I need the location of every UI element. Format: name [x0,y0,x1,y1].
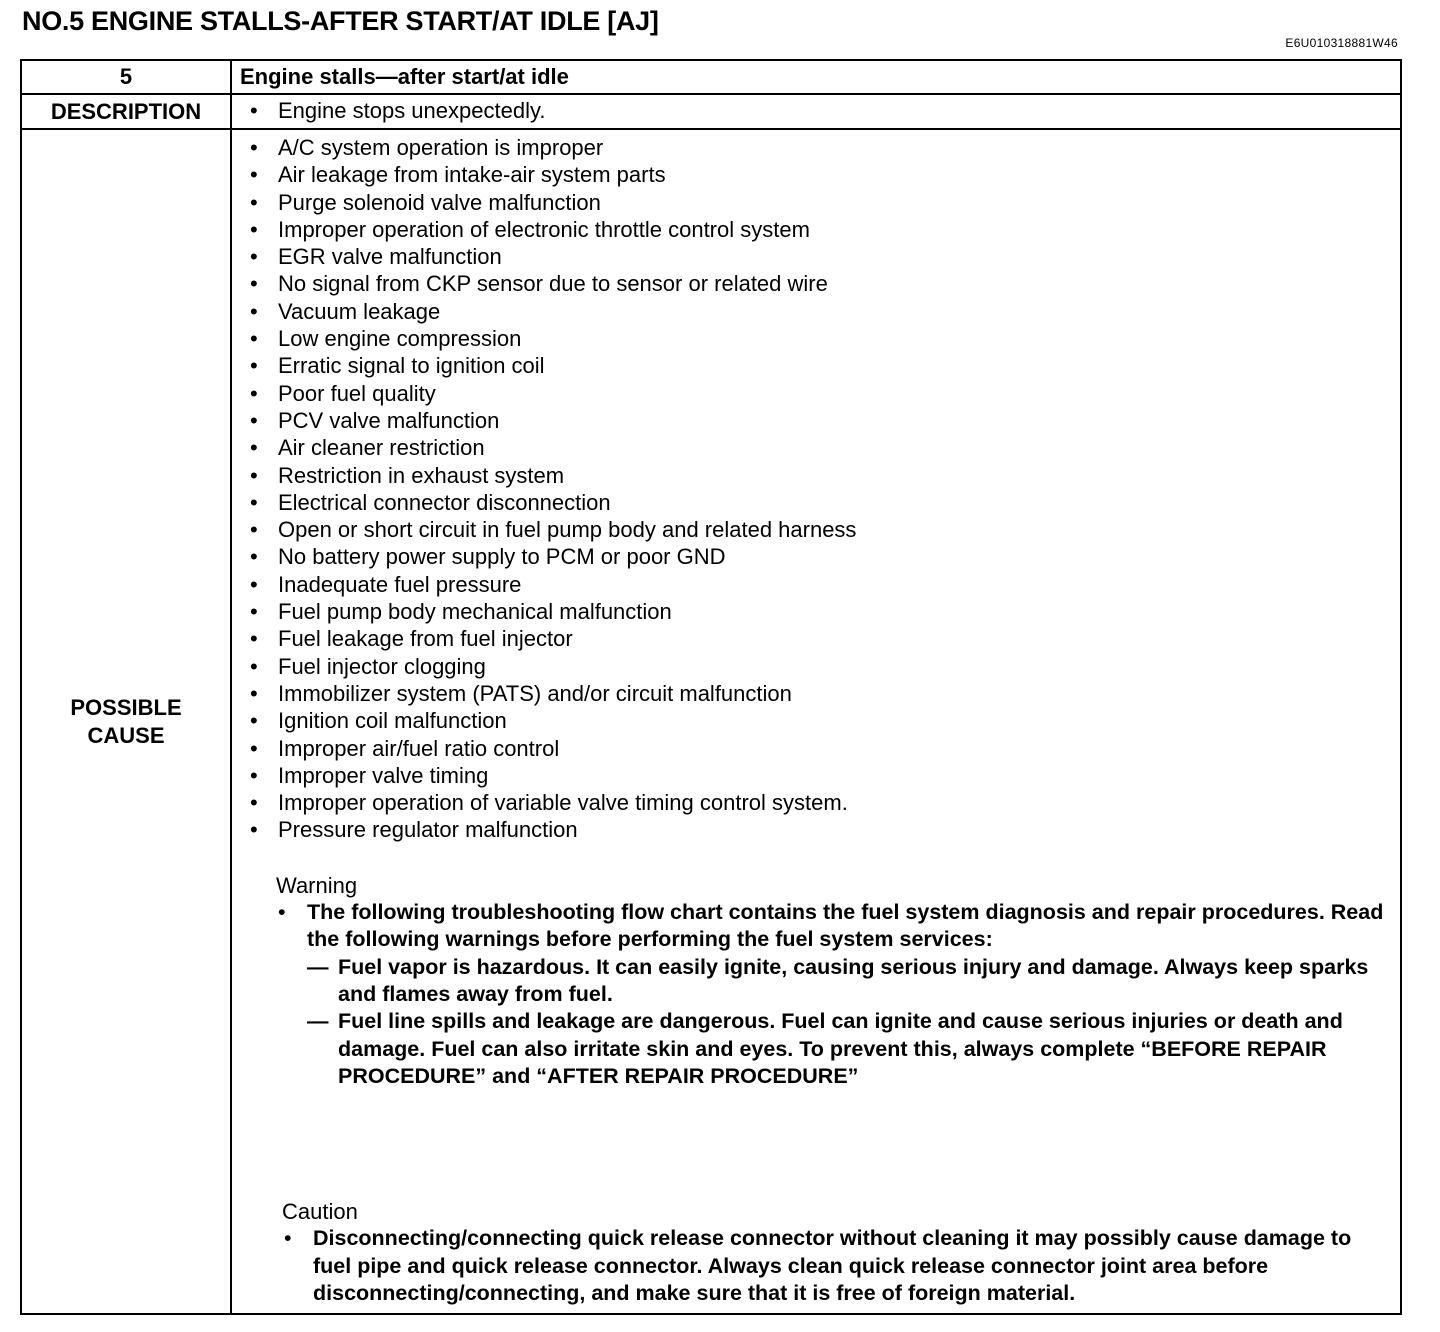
list-item [232,270,1400,297]
cause-text: Vacuum leakage [278,298,441,324]
list-item [232,189,1400,216]
cause-text: Improper operation of variable valve timing control system. [278,790,848,816]
cause-text: Improper air/fuel ratio control [278,735,560,761]
list-item [232,298,1400,325]
warning-block [276,872,1390,1090]
dash-icon: — [307,954,329,979]
cause-text: No signal from CKP sensor due to sensor or related wire [278,271,828,297]
list-item [232,97,1400,124]
cause-text: Immobilizer system (PATS) and/or circuit malfunction [278,680,792,706]
table-header-row [21,60,1401,94]
list-item [232,543,1400,570]
warning-sub-item [307,1008,1390,1090]
cause-text: Fuel leakage from fuel injector [278,626,573,652]
caution-heading: Caution [282,1199,358,1225]
bullet-icon: • [250,326,258,352]
symptom-title: Engine stalls—after start/at idle [231,60,1401,94]
symptom-number: 5 [21,60,231,94]
bullet-icon: • [284,1226,292,1251]
warning-text: The following troubleshooting flow chart contains the fuel system diagnosis and repair procedures. Read the following warnings before performing the fuel system services: [307,900,1384,952]
list-item [232,789,1400,816]
warning-item [276,899,1390,1090]
bullet-icon: • [250,571,258,597]
possible-cause-label-line1: POSSIBLE [70,694,182,720]
bullet-icon: • [250,162,258,188]
list-item [232,571,1400,598]
cause-text: Air cleaner restriction [278,435,485,461]
list-item [232,625,1400,652]
bullet-icon: • [250,435,258,461]
description-list [232,97,1400,124]
description-row [21,94,1401,129]
cause-text: EGR valve malfunction [278,244,502,270]
bullet-icon: • [250,626,258,652]
bullet-icon: • [250,599,258,625]
list-item [232,707,1400,734]
warning-sub-text: Fuel vapor is hazardous. It can easily ignite, causing serious injury and damage. Always keep sparks and flames away from fuel. [338,954,1369,1006]
list-item [232,161,1400,188]
cause-text: Electrical connector disconnection [278,489,611,515]
list-item [232,680,1400,707]
cause-text: Fuel pump body mechanical malfunction [278,599,672,625]
possible-cause-label [21,129,231,1314]
list-item [232,380,1400,407]
list-item [232,352,1400,379]
dash-icon: — [307,1009,329,1034]
diagnosis-table [20,59,1402,1315]
document-code: E6U010318881W46 [1285,36,1398,50]
cause-text: Air leakage from intake-air system parts [278,162,666,188]
bullet-icon: • [250,653,258,679]
bullet-icon: • [250,298,258,324]
possible-cause-label-line2: CAUSE [87,722,165,748]
bullet-icon: • [250,544,258,570]
cause-text: Improper valve timing [278,762,489,788]
bullet-icon: • [250,817,258,843]
cause-text: Improper operation of electronic throttle control system [278,216,810,242]
caution-text: Disconnecting/connecting quick release connector without cleaning it may possibly cause damage to fuel pipe and quick release connector. Always clean quick release connector joint area before disconnecting/connecting, and make sure that it is free of foreign material. [313,1226,1352,1305]
list-item [232,243,1400,270]
cause-text: Restriction in exhaust system [278,462,565,488]
description-content [231,94,1401,129]
possible-cause-row [21,129,1401,1314]
cause-text: Purge solenoid valve malfunction [278,189,601,215]
list-item [232,462,1400,489]
bullet-icon: • [250,216,258,242]
page-title: NO.5 ENGINE STALLS-AFTER START/AT IDLE [AJ] [22,6,659,36]
list-item [232,325,1400,352]
cause-text: PCV valve malfunction [278,407,500,433]
list-item [232,816,1400,843]
list-item [232,407,1400,434]
cause-text: Inadequate fuel pressure [278,571,522,597]
cause-list [232,134,1400,844]
cause-text: No battery power supply to PCM or poor GND [278,544,726,570]
cause-text: A/C system operation is improper [278,135,604,160]
possible-cause-content [231,129,1401,1314]
warning-sub-item [307,954,1390,1009]
list-item [232,434,1400,461]
list-item [232,653,1400,680]
bullet-icon: • [250,244,258,270]
cause-text: Fuel injector clogging [278,653,486,679]
list-item [232,598,1400,625]
bullet-icon: • [250,98,258,123]
bullet-icon: • [250,762,258,788]
warning-sub-text: Fuel line spills and leakage are dangerous. Fuel can ignite and cause serious injuries or death and damage. Fuel can also irritate skin and eyes. To prevent this, always complete “BEFORE REPAIR PROCEDURE” and “AFTER REPAIR PROCEDURE” [338,1009,1343,1088]
bullet-icon: • [250,680,258,706]
bullet-icon: • [250,735,258,761]
bullet-icon: • [250,790,258,816]
bullet-icon: • [250,271,258,297]
bullet-icon: • [250,489,258,515]
caution-block [282,1198,1390,1307]
bullet-icon: • [250,380,258,406]
bullet-icon: • [250,407,258,433]
list-item [232,516,1400,543]
bullet-icon: • [250,353,258,379]
bullet-icon: • [278,900,286,925]
description-label: DESCRIPTION [21,94,231,129]
bullet-icon: • [250,708,258,734]
list-item [232,216,1400,243]
cause-text: Open or short circuit in fuel pump body and related harness [278,517,857,543]
caution-item [282,1225,1390,1307]
list-item [232,489,1400,516]
cause-text: Ignition coil malfunction [278,708,507,734]
bullet-icon: • [250,462,258,488]
bullet-icon: • [250,135,258,160]
warning-heading: Warning [276,872,358,898]
cause-text: Low engine compression [278,326,522,352]
bullet-icon: • [250,517,258,543]
list-item [232,762,1400,789]
cause-text: Poor fuel quality [278,380,436,406]
description-text: Engine stops unexpectedly. [278,98,546,123]
cause-text: Pressure regulator malfunction [278,817,578,843]
cause-text: Erratic signal to ignition coil [278,353,545,379]
bullet-icon: • [250,189,258,215]
list-item [232,134,1400,161]
list-item [232,735,1400,762]
